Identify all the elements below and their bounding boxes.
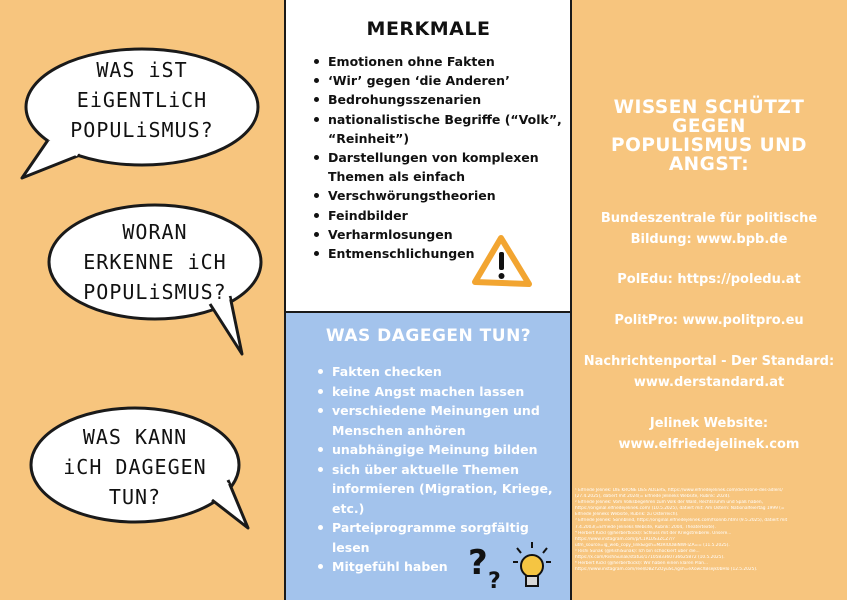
list-item: Mitgefühl haben [316,557,561,577]
right-title [571,98,847,174]
bubble-line: ERKENNE iCH [83,250,227,274]
link-line: Jelinek Website: [649,416,769,431]
link-politpro[interactable] [571,310,847,331]
was-dagegen-title: WAS DAGEGEN TUN? [325,326,532,346]
list-item: Entmenschlichungen [312,244,562,263]
list-item: Feindbilder [312,206,562,225]
left-panel [0,0,286,600]
link-line: PolEdu: https://poledu.at [617,272,801,287]
bubble-line: POPULiSMUS? [83,280,227,304]
list-item: keine Angst machen lassen [316,382,561,402]
svg-text:?: ? [488,569,501,592]
bubble-line: WAS iST [96,58,188,82]
footnote-line: https://x.com/RishiSunak/status/1710583360736625872 (10.5.2025). [575,555,725,561]
link-bpb[interactable] [571,208,847,250]
footnote-line: ¹ Elfriede Jelinek: DIE KRONE DES ADLERS, https://www.elfriedejelinek.com/die-krone-des-adlers/ [575,488,783,493]
list-item: Darstellungen von komplexen Themen als einfach [312,148,562,186]
list-item: verschiedene Meinungen und Menschen anhören [316,401,561,440]
footnotes [575,488,843,573]
list-item: Fakten checken [316,362,561,382]
link-line: www.elfriedejelinek.com [618,437,800,452]
list-item: Parteiprogramme sorgfältig lesen [316,518,561,557]
link-line: www.derstandard.at [633,375,785,390]
bubble-line: WAS KANN [82,425,188,449]
bubble-line: TUN? [108,485,162,509]
bubble-question-2 [55,217,255,307]
link-derstandard[interactable] [571,351,847,393]
footnote-line: utm_source=ig_web_copy_link&igsh=MzRlODBiNWFlZA== (11.5.2025). [575,542,730,548]
list-item: unabhängige Meinung bilden [316,440,561,460]
link-line: PolitPro: www.politpro.eu [614,313,804,328]
warning-icon [471,232,535,290]
footnote-line: 7.4.2003(=Elfriede Jelineks Website, Rubrik: 2004, Theatertexte). [575,524,716,530]
lightbulb-icon [511,540,553,596]
footnote-line: ⁶ Herbert Kickl (@herbertkickl): Wir haben einen klaren Plan... [575,561,709,567]
link-line: Bildung: www.bpb.de [630,232,788,247]
link-poledu[interactable] [571,269,847,290]
list-item: Bedrohungsszenarien [312,90,562,109]
middle-panel [286,0,571,600]
bubble-line: WORAN [122,220,188,244]
footnote-line: https://www.instagram.com/reel/DBZYZOyuSC/igsh=eXowcXBsejk0bHlo (12.5.2025). [575,567,758,573]
title-line: POPULISMUS UND [611,135,807,156]
footnote-line: ⁴ Herbert Kickl (@herbertkickl): Schluss mit der Kriegstreiberei. Unsere... [575,530,732,536]
title-line: GEGEN [672,116,746,137]
list-item: Verschwörungstheorien [312,186,562,205]
footnote-line: ⁵ Rishi Sunak (@RishiSunak): Ich bin schockiert über die... [575,548,700,554]
merkmale-title: MERKMALE [366,18,491,40]
svg-text:?: ? [468,543,488,583]
panel-divider [284,0,286,600]
right-panel [571,0,847,600]
title-line: WISSEN SCHÜTZT [613,97,805,118]
bubble-line: POPULiSMUS? [70,118,214,142]
question-marks-icon [466,540,510,592]
list-item: sich über aktuelle Themen informieren (Migration, Kriege, etc.) [316,460,561,519]
link-jelinek[interactable] [571,413,847,455]
panel-divider [570,0,572,600]
list-item: Verharmlosungen [312,225,562,244]
footnote-line: https://original.elfriedejelinek.com/ (10.5.2025), datiert mit: Am Ostern: Nationalfeiertag 1999 (= [575,506,785,512]
bubble-question-1 [30,55,254,145]
list-item: nationalistische Begriffe (“Volk”, “Reinheit”) [312,110,562,148]
bubble-question-3 [35,422,235,512]
footnote-line: https://www.instagram.com/p/C1RLUS3ZCZ7/? [575,536,675,542]
footnote-line: (27.4.2025), datiert mit 2024(= Elfriede Jelineks Website, Rubrik: 2024). [575,494,731,500]
section-divider [286,311,570,313]
footnote-line: ² Elfriede Jelinek: Vom Volksbegehren zum Volk der Wald, Rechtsruhm und Spaß haben, [575,500,763,506]
footnote-line: ³ Elfriede Jelinek: Sonnblind, https://original.elfriedejelinek.com/fsonnb.html (9.5.2025), datiert mit [575,518,788,524]
footnote-line: Elfriede Jelineks Website, Rubrik: zu Österreich). [575,512,679,518]
list-item: ‘Wir’ gegen ‘die Anderen’ [312,71,562,90]
link-line: Nachrichtenportal - Der Standard: [583,354,835,369]
bubble-line: iCH DAGEGEN [63,455,207,479]
link-line: Bundeszentrale für politische [600,211,818,226]
title-line: ANGST: [668,154,750,175]
bubble-line: EiGENTLiCH [76,88,208,112]
list-item: Emotionen ohne Fakten [312,52,562,71]
